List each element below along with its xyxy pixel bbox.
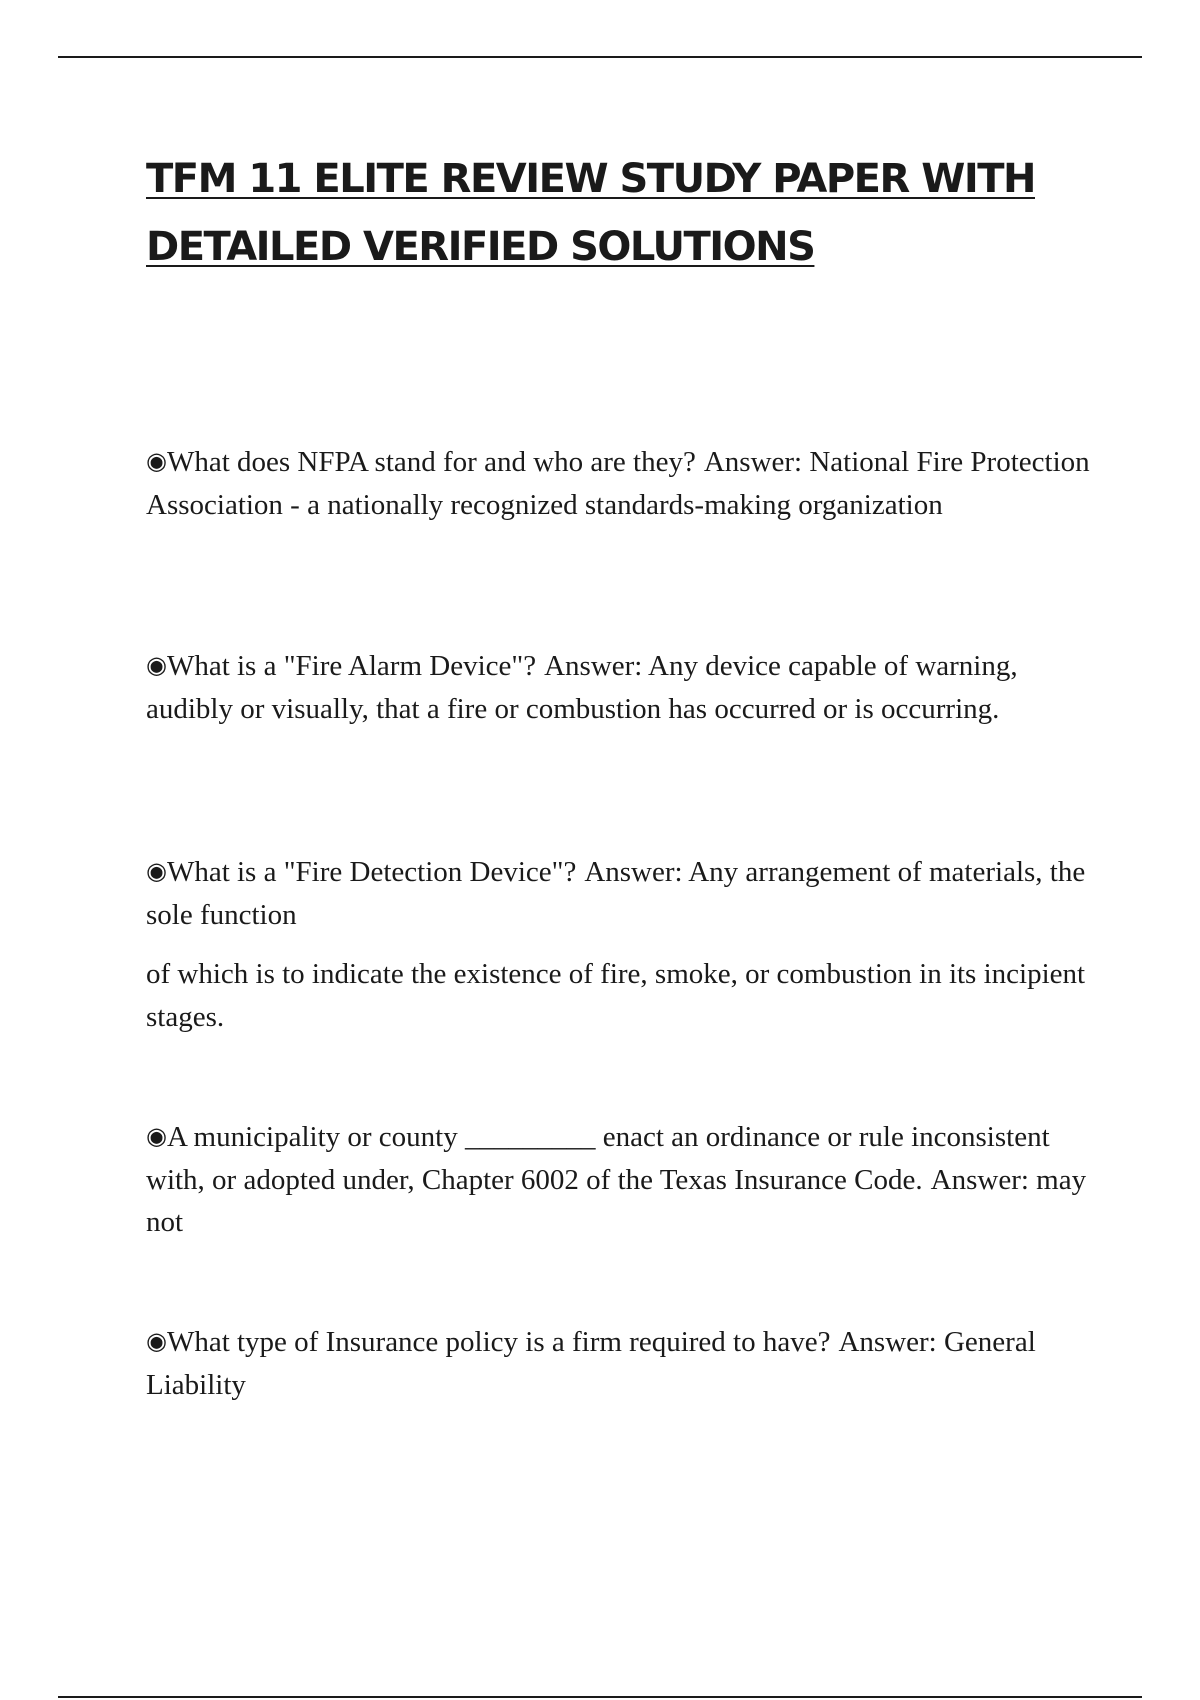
bullet-icon: ◉	[146, 1327, 167, 1355]
bullet-icon: ◉	[146, 1122, 167, 1150]
qa-item	[146, 440, 1106, 526]
title-line-2: DETAILED VERIFIED SOLUTIONS	[146, 224, 815, 270]
question-text: What does NFPA stand for and who are they?	[166, 446, 696, 478]
qa-item	[146, 1320, 1106, 1406]
question-text: What is a "Fire Detection Device"?	[166, 856, 577, 888]
question-text: A municipality or county _________ enact an ordinance or rule inconsistent with, or adopted under, Chapter 6002 of the Texas Insurance Code.	[146, 1121, 1050, 1196]
question-text: What is a "Fire Alarm Device"?	[166, 650, 537, 682]
qa-item	[146, 850, 1106, 936]
title-line-1: TFM 11 ELITE REVIEW STUDY PAPER WITH	[146, 156, 1035, 202]
bottom-rule	[58, 1696, 1142, 1698]
answer-text: Answer: may not	[146, 1163, 1087, 1238]
answer-continuation-text: of which is to indicate the existence of fire, smoke, or combustion in its incipient stages.	[146, 958, 1086, 1033]
answer-text: Answer: Any arrangement of materials, the sole function	[146, 856, 1086, 931]
bullet-icon: ◉	[146, 651, 167, 679]
answer-text: Answer: General Liability	[146, 1326, 1036, 1401]
question-text: What type of Insurance policy is a firm required to have?	[166, 1326, 831, 1358]
bullet-icon: ◉	[146, 447, 167, 475]
document-title	[146, 145, 1106, 281]
top-rule	[58, 56, 1142, 58]
qa-item	[146, 644, 1106, 730]
answer-text: Answer: National Fire Protection Association - a nationally recognized standards-making organization	[146, 446, 1090, 521]
answer-continuation	[146, 953, 1106, 1038]
qa-item	[146, 1115, 1106, 1244]
bullet-icon: ◉	[146, 857, 167, 885]
answer-text: Answer: Any device capable of warning, audibly or visually, that a fire or combustion has occurred or is occurring.	[146, 650, 1018, 725]
